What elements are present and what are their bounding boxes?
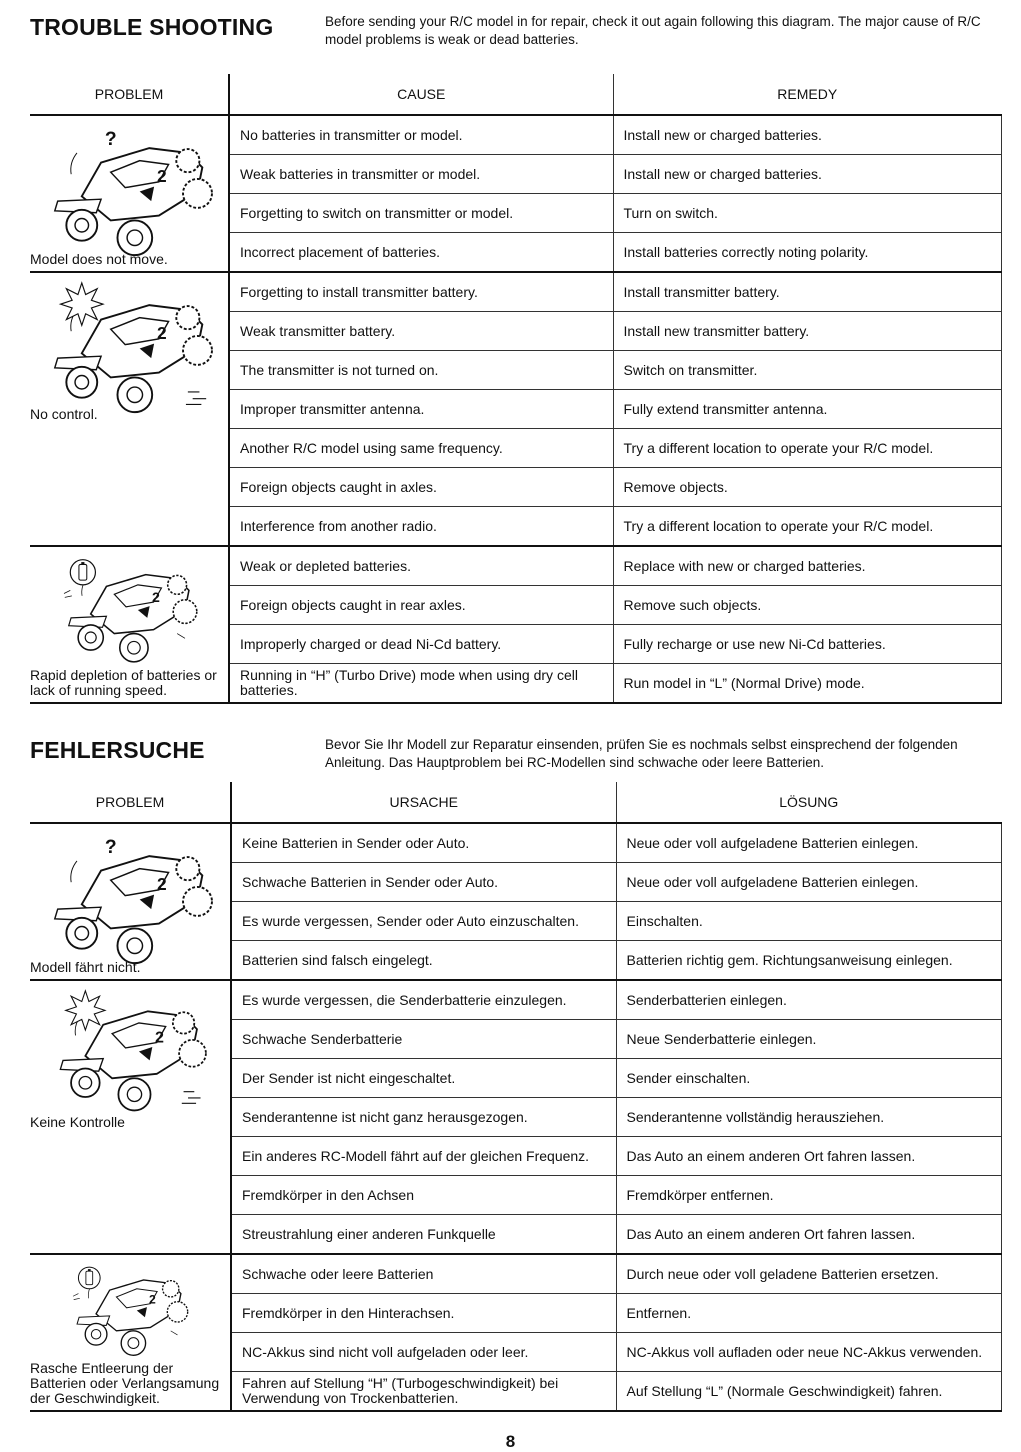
stalled-buggy-illustration: [40, 124, 220, 259]
remedy-cell: Fully recharge or use new Ni-Cd batteries.: [613, 625, 1001, 664]
cause-cell: No batteries in transmitter or model.: [229, 115, 613, 155]
battery-buggy-illustration: [40, 1263, 220, 1358]
remedy-cell: Entfernen.: [616, 1294, 1001, 1333]
cause-cell: Schwache Senderbatterie: [231, 1020, 616, 1059]
remedy-cell: [616, 1333, 1001, 1372]
remedy-cell: Turn on switch.: [613, 194, 1001, 233]
remedy-cell: Install new or charged batteries.: [613, 115, 1001, 155]
problem-label: Model does not move.: [30, 251, 168, 267]
cause-cell: Der Sender ist nicht eingeschaltet.: [231, 1059, 616, 1098]
header-cause: CAUSE: [229, 74, 613, 115]
table-row: [30, 980, 1001, 1020]
remedy-cell: Remove such objects.: [613, 586, 1001, 625]
troubleshooting-table: [30, 74, 1002, 704]
cause-cell: Foreign objects caught in rear axles.: [229, 586, 613, 625]
remedy-cell: Batterien richtig gem. Richtungsanweisung einlegen.: [616, 941, 1001, 981]
battery-buggy-illustration: [40, 555, 220, 665]
problem-label: Keine Kontrolle: [30, 1114, 125, 1130]
fehlersuche-table: [30, 782, 1002, 1412]
cause-cell: Keine Batterien in Sender oder Auto.: [231, 823, 616, 863]
remedy-cell: Auf Stellung “L” (Normale Geschwindigkeit) fahren.: [616, 1372, 1001, 1412]
table-row: [30, 272, 1001, 312]
remedy-cell: Switch on transmitter.: [613, 351, 1001, 390]
remedy-cell: Run model in “L” (Normal Drive) mode.: [613, 664, 1001, 704]
cause-cell: Fahren auf Stellung “H” (Turbogeschwindigkeit) bei Verwendung von Trockenbatterien.: [231, 1372, 616, 1412]
section-title: FEHLERSUCHE: [30, 737, 205, 763]
remedy-cell: Install batteries correctly noting polarity.: [613, 233, 1001, 273]
cause-cell: Interference from another radio.: [229, 507, 613, 547]
problem-cell: [30, 823, 231, 980]
crashing-buggy-illustration: [40, 989, 220, 1114]
table-row: [30, 823, 1001, 863]
header-cause: URSACHE: [231, 782, 616, 823]
problem-label: Modell fährt nicht.: [30, 959, 141, 975]
stalled-buggy-illustration: [40, 832, 220, 967]
cause-cell: Forgetting to switch on transmitter or model.: [229, 194, 613, 233]
section-intro: Before sending your R/C model in for repair, check it out again following this diagram. The major cause of R/C model problems is weak or dead batteries.: [325, 14, 981, 47]
cause-cell: [231, 902, 616, 941]
remedy-cell: Install new or charged batteries.: [613, 155, 1001, 194]
remedy-cell: Remove objects.: [613, 468, 1001, 507]
cause-cell: Foreign objects caught in axles.: [229, 468, 613, 507]
problem-label: Rapid depletion of batteries or lack of running speed.: [30, 667, 217, 698]
cause-cell: Running in “H” (Turbo Drive) mode when using dry cell batteries.: [229, 664, 613, 704]
table-row: [30, 1254, 1001, 1294]
remedy-cell: Try a different location to operate your R/C model.: [613, 429, 1001, 468]
header-problem: PROBLEM: [30, 782, 231, 823]
problem-cell: [30, 115, 229, 272]
remedy-cell: Das Auto an einem anderen Ort fahren lassen.: [616, 1137, 1001, 1176]
remedy-cell: Fully extend transmitter antenna.: [613, 390, 1001, 429]
section-intro: Bevor Sie Ihr Modell zur Reparatur einsenden, prüfen Sie es nochmals selbst einsprechend der folgenden Anleitung. Das Hauptproblem bei RC-Modellen sind schwache oder leere Batterien.: [325, 737, 958, 770]
remedy-cell: Neue oder voll aufgeladene Batterien einlegen.: [616, 863, 1001, 902]
remedy-cell: Durch neue oder voll geladene Batterien ersetzen.: [616, 1254, 1001, 1294]
remedy-cell: Senderantenne vollständig herausziehen.: [616, 1098, 1001, 1137]
cause-cell: Schwache oder leere Batterien: [231, 1254, 616, 1294]
problem-cell: [30, 980, 231, 1254]
cause-cell: Forgetting to install transmitter battery.: [229, 272, 613, 312]
cause-text: Es wurde vergessen, Sender oder Auto einzuschalten.: [242, 912, 579, 929]
remedy-cell: Das Auto an einem anderen Ort fahren lassen.: [616, 1215, 1001, 1255]
header-remedy: LÖSUNG: [616, 782, 1001, 823]
problem-label: No control.: [30, 406, 98, 422]
cause-cell: Incorrect placement of batteries.: [229, 233, 613, 273]
header-remedy: REMEDY: [613, 74, 1001, 115]
remedy-cell: Senderbatterien einlegen.: [616, 980, 1001, 1020]
cause-cell: Weak batteries in transmitter or model.: [229, 155, 613, 194]
cause-cell: Another R/C model using same frequency.: [229, 429, 613, 468]
cause-cell: Weak transmitter battery.: [229, 312, 613, 351]
cause-cell: Batterien sind falsch eingelegt.: [231, 941, 616, 981]
problem-cell: [30, 272, 229, 546]
cause-cell: Improper transmitter antenna.: [229, 390, 613, 429]
remedy-cell: Einschalten.: [616, 902, 1001, 941]
cause-cell: Fremdkörper in den Hinterachsen.: [231, 1294, 616, 1333]
table-row: [30, 115, 1001, 155]
header-problem: PROBLEM: [30, 74, 229, 115]
problem-cell: [30, 1254, 231, 1411]
cause-cell: Streustrahlung einer anderen Funkquelle: [231, 1215, 616, 1255]
remedy-cell: Fremdkörper entfernen.: [616, 1176, 1001, 1215]
cause-cell: The transmitter is not turned on.: [229, 351, 613, 390]
cause-cell: Senderantenne ist nicht ganz herausgezogen.: [231, 1098, 616, 1137]
remedy-cell: Install transmitter battery.: [613, 272, 1001, 312]
remedy-text: NC-Akkus voll aufladen oder neue NC-Akkus verwenden.: [626, 1343, 983, 1360]
crashing-buggy-illustration: [40, 281, 220, 416]
remedy-cell: Neue oder voll aufgeladene Batterien einlegen.: [616, 823, 1001, 863]
remedy-cell: Neue Senderbatterie einlegen.: [616, 1020, 1001, 1059]
cause-cell: Improperly charged or dead Ni-Cd battery.: [229, 625, 613, 664]
cause-cell: Es wurde vergessen, die Senderbatterie einzulegen.: [231, 980, 616, 1020]
problem-label: Rasche Entleerung der Batterien oder Verlangsamung der Geschwindigkeit.: [30, 1360, 220, 1406]
problem-cell: [30, 546, 229, 703]
remedy-cell: Try a different location to operate your R/C model.: [613, 507, 1001, 547]
page-number: 8: [505, 1432, 516, 1451]
cause-cell: Schwache Batterien in Sender oder Auto.: [231, 863, 616, 902]
table-row: [30, 546, 1001, 586]
remedy-cell: Install new transmitter battery.: [613, 312, 1001, 351]
section-title: TROUBLE SHOOTING: [30, 14, 274, 40]
remedy-cell: Replace with new or charged batteries.: [613, 546, 1001, 586]
cause-cell: [231, 1137, 616, 1176]
cause-cell: NC-Akkus sind nicht voll aufgeladen oder leer.: [231, 1333, 616, 1372]
cause-text: Ein anderes RC-Modell fährt auf der gleichen Frequenz.: [242, 1147, 590, 1164]
remedy-cell: Sender einschalten.: [616, 1059, 1001, 1098]
cause-cell: Weak or depleted batteries.: [229, 546, 613, 586]
cause-cell: Fremdkörper in den Achsen: [231, 1176, 616, 1215]
